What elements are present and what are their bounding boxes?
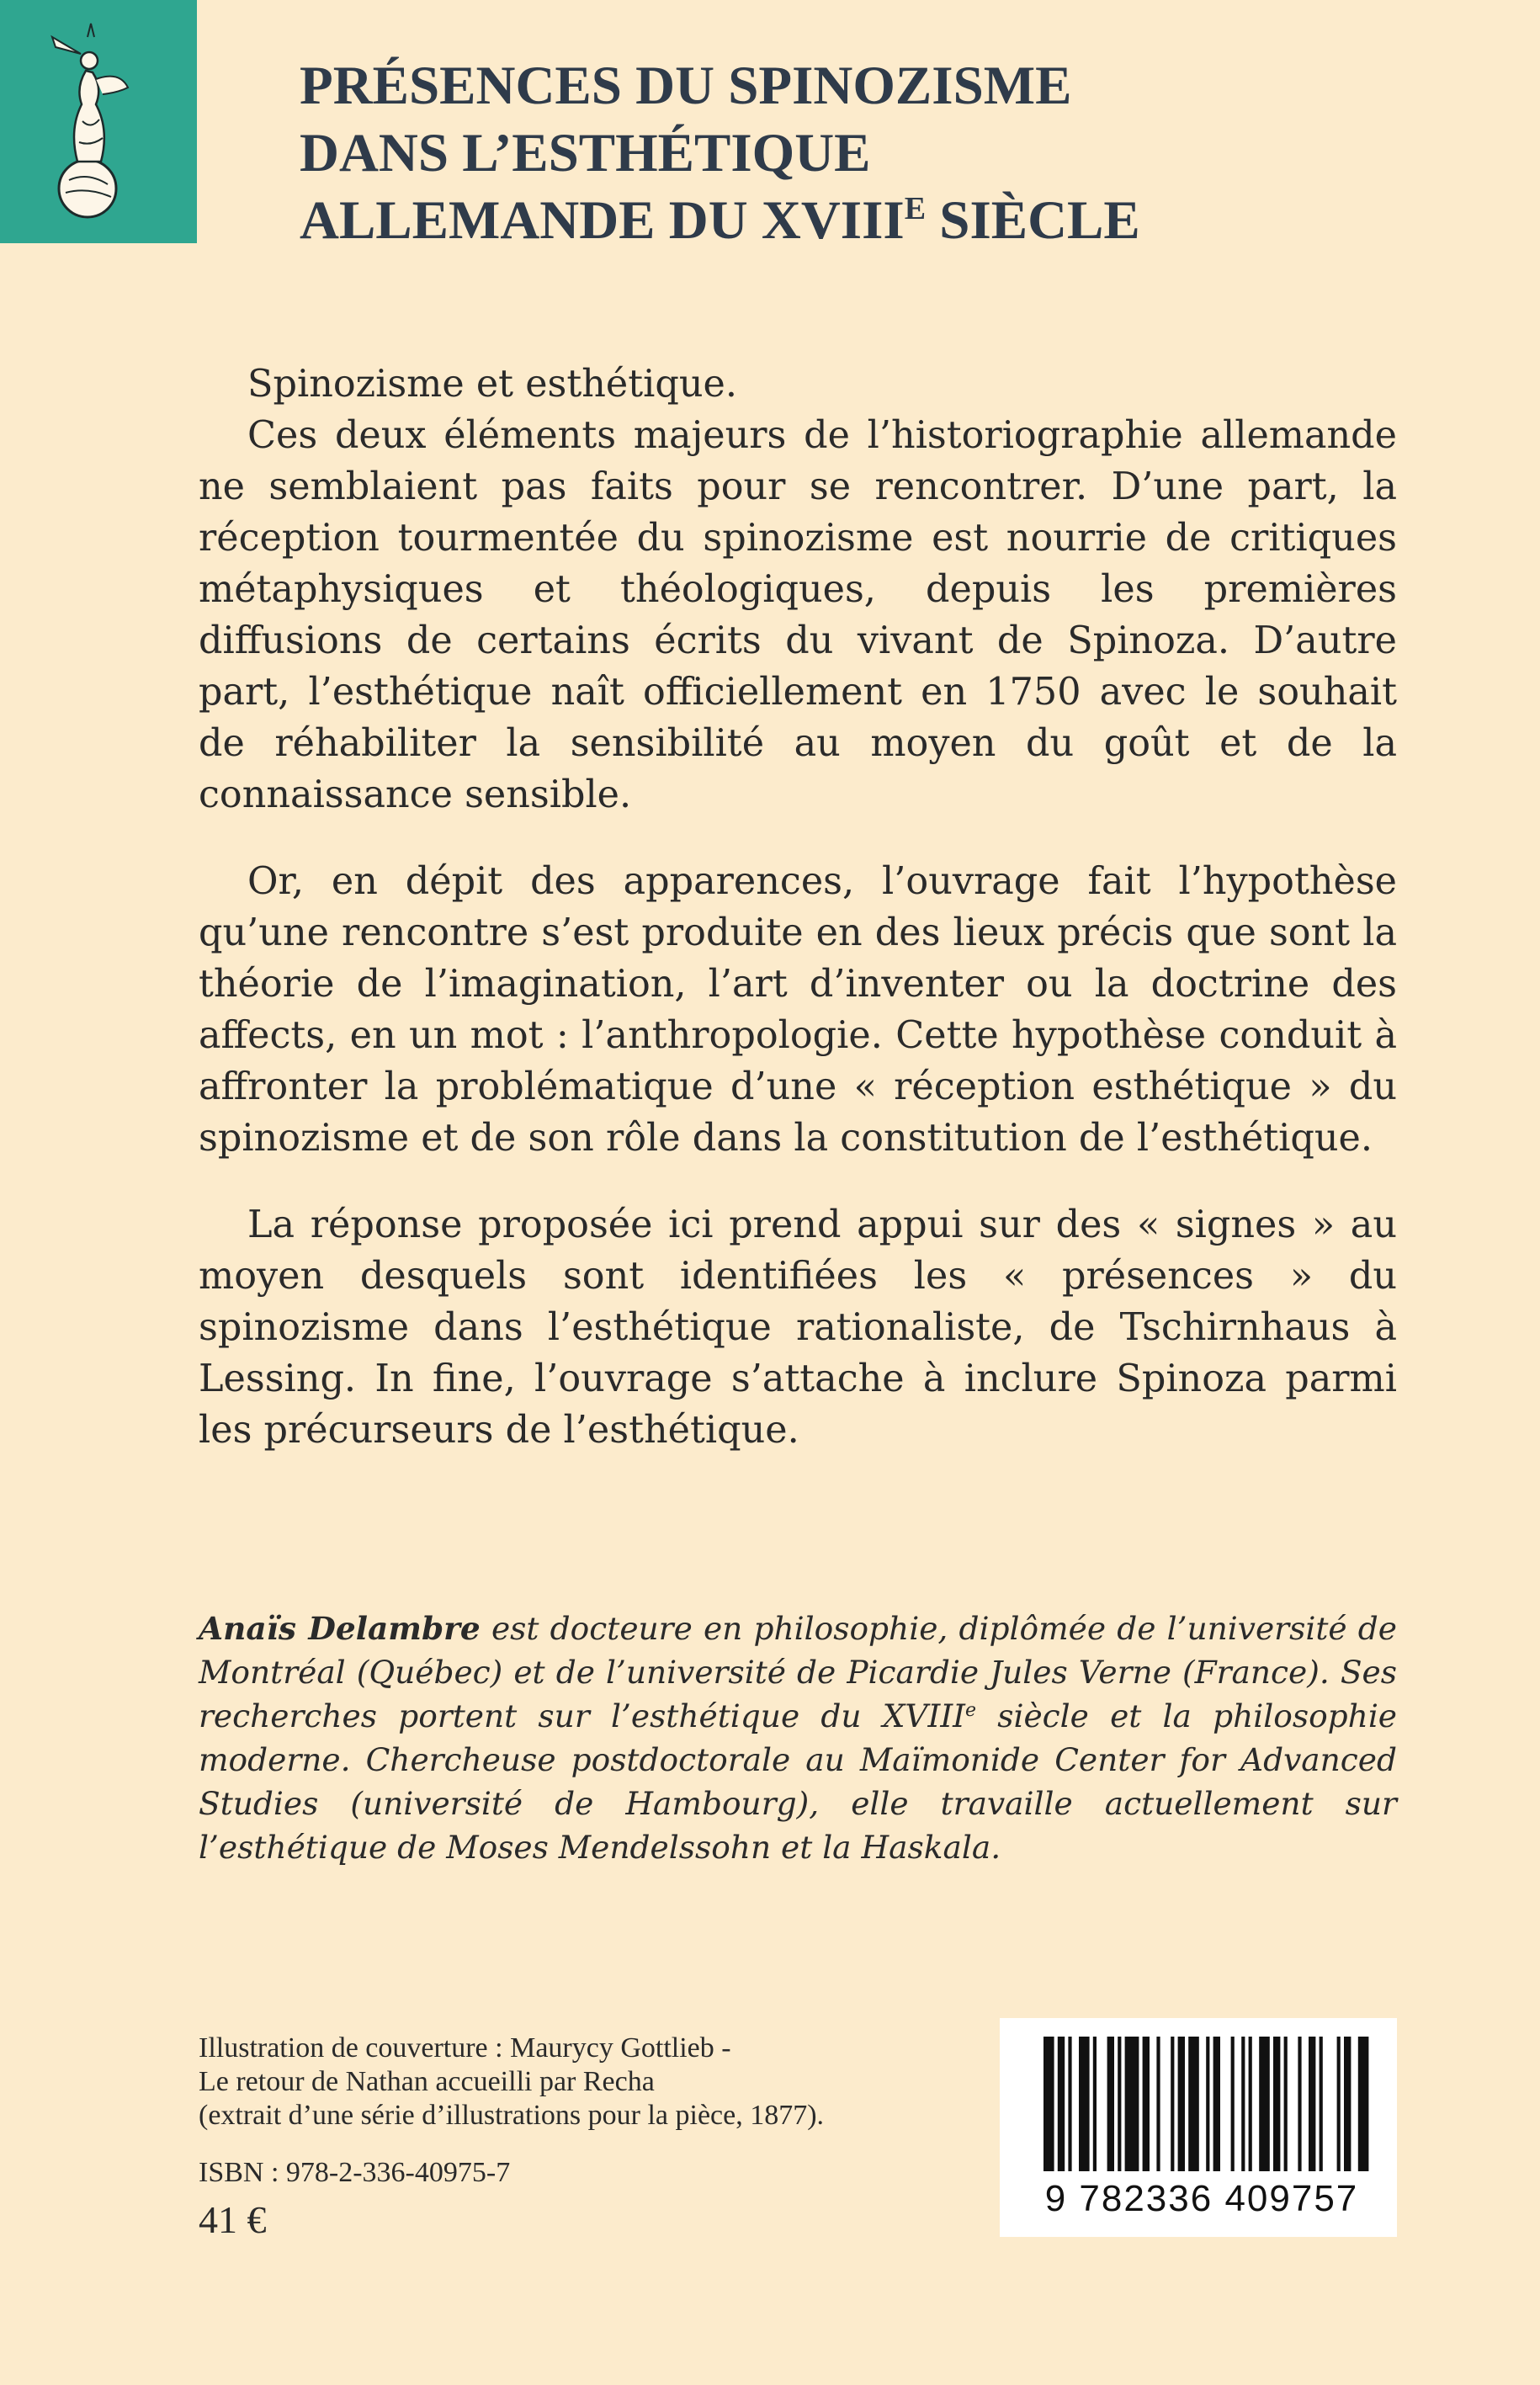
blurb-paragraph-3: La réponse proposée ici prend appui sur des « signes » au moyen desquels sont identifiées les « présences » du spinozisme dans l’esthétique rationaliste, de Tschirnhaus à Lessing. In fine, l’ouvrage s’attache à inclure Spinoza parmi les précurseurs de l’esthétique. <box>199 1203 1397 1452</box>
barcode-bar <box>1079 2037 1090 2171</box>
blurb <box>199 359 1397 1456</box>
barcode-box <box>1000 2018 1397 2237</box>
credits-line-3: (extrait d’une série d’illustrations pour la pièce, 1877). <box>199 2100 825 2131</box>
barcode-bar <box>1213 2037 1220 2171</box>
barcode-bar <box>1241 2037 1245 2171</box>
author-bio-superscript: e <box>964 1699 976 1721</box>
barcode-bar <box>1320 2037 1323 2171</box>
barcode-bar <box>1171 2037 1174 2171</box>
barcode-bar <box>1206 2037 1209 2171</box>
barcode-bar <box>1107 2037 1114 2171</box>
blurb-paragraph-1-lead: Spinozisme et esthétique. <box>247 363 737 406</box>
barcode-bar <box>1118 2037 1121 2171</box>
cover-credits <box>199 2032 956 2133</box>
publisher-logo-box <box>0 0 197 243</box>
blurb-paragraph-1: Ces deux éléments majeurs de l’historiographie allemande ne semblaient pas faits pour se rencontrer. D’une part, la réception tourmentée du spinozisme est nourrie de critiques métaphysiques et théologiques, depuis les premières diffusions de certains écrits du vivant de Spinoza. D’autre part, l’esthétique naît officiellement en 1750 avec le souhait de réhabiliter la sensibilité au moyen du goût et de la connaissance sensible. <box>199 414 1397 816</box>
barcode-bar <box>1188 2037 1199 2171</box>
title-line-3-end: SIÈCLE <box>926 190 1140 251</box>
barcode-bar <box>1093 2037 1097 2171</box>
barcode-icon <box>1025 2037 1378 2180</box>
title-line-3-text: ALLEMANDE DU XVIII <box>300 190 905 251</box>
blurb-paragraph-2: Or, en dépit des apparences, l’ouvrage fait l’hypothèse qu’une rencontre s’est produite en des lieux précis que sont la théorie de l’imagination, l’art d’inventer ou la doctrine des affects, en un mot : l’anthropologie. Cette hypothèse conduit à affronter la problématique d’une « réception esthétique » du spinozisme et de son rôle dans la constitution de l’esthétique. <box>199 860 1397 1160</box>
barcode-bar <box>1358 2037 1369 2171</box>
barcode-bar <box>1337 2037 1341 2171</box>
barcode-bar <box>1273 2037 1280 2171</box>
title-line-2: DANS L’ESTHÉTIQUE <box>300 123 871 183</box>
isbn: ISBN : 978-2-336-40975-7 <box>199 2157 511 2188</box>
barcode-digits: 9 782336 409757 <box>1044 2178 1359 2219</box>
title-line-1: PRÉSENCES DU SPINOZISME <box>300 56 1072 116</box>
credits-line-2: Le retour de Nathan accueilli par Recha <box>199 2066 655 2097</box>
barcode-bar <box>1058 2037 1065 2171</box>
barcode-bar <box>1043 2037 1054 2171</box>
barcode-bar <box>1143 2037 1150 2171</box>
barcode-bar <box>1231 2037 1235 2171</box>
title-line-3 <box>300 187 1478 254</box>
barcode-bar <box>1344 2037 1351 2171</box>
barcode-bar <box>1249 2037 1252 2171</box>
barcode-bar <box>1309 2037 1315 2171</box>
barcode-bar <box>1259 2037 1270 2171</box>
author-bio <box>199 1607 1397 1869</box>
author-bio-text-a: est docteure en philosophie, diplômée de l’université de Montréal (Québec) et de l’université de Picardie Jules Verne (France). Ses recherches portent sur l’esthétique du XVIII <box>199 1610 1397 1734</box>
author-name: Anaïs Delambre <box>199 1610 481 1647</box>
barcode-bar <box>1156 2037 1160 2171</box>
barcode-bar <box>1178 2037 1185 2171</box>
title-superscript: E <box>904 191 927 227</box>
publisher-emblem-icon <box>44 20 145 222</box>
author-bio-text-b: siècle et la philosophie moderne. Chercheuse postdoctorale au Maïmonide Center for Advanced Studies (université de Hambourg), elle travaille actuellement sur l’esthétique de Moses Mendelssohn et la Haskala. <box>199 1697 1398 1866</box>
price: 41 € <box>199 2198 267 2241</box>
barcode-bar <box>1284 2037 1288 2171</box>
barcode-bar <box>1298 2037 1301 2171</box>
barcode-bar <box>1068 2037 1071 2171</box>
credits-line-1: Illustration de couverture : Maurycy Gottlieb - <box>199 2032 731 2064</box>
book-title <box>300 52 1478 254</box>
barcode-bar <box>1125 2037 1139 2171</box>
